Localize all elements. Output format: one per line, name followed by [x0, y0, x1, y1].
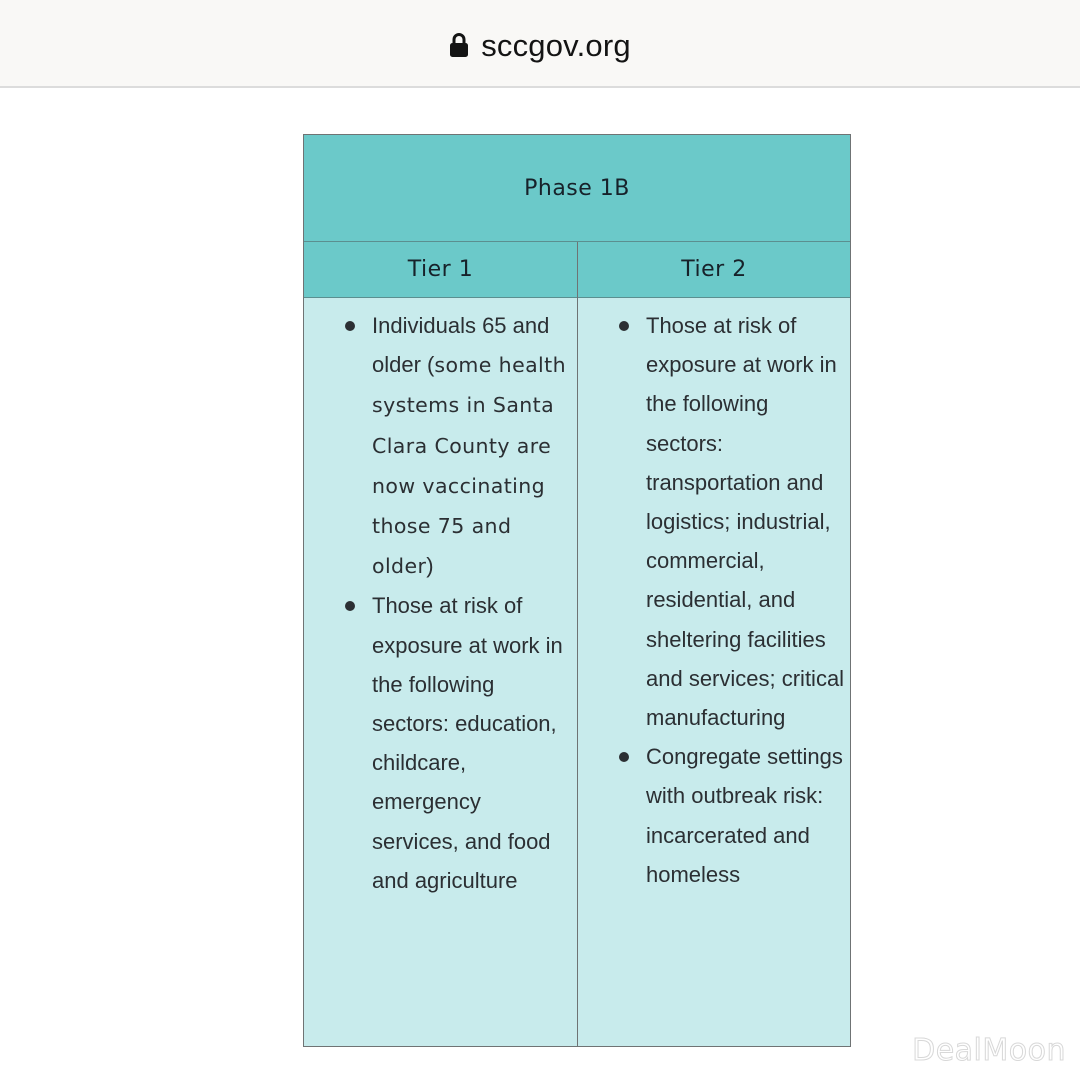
list-item-text: Congregate settings with outbreak risk: incarcerated and homeless [646, 744, 843, 887]
address-domain: sccgov.org [481, 28, 631, 63]
bullet-icon [619, 321, 629, 331]
list-item [372, 586, 572, 900]
tier-1-cell [304, 298, 577, 1044]
list-item [646, 306, 846, 737]
list-item-text: Those at risk of exposure at work in the following sectors: transportation and logistics; industrial, commercial, residential, and sheltering facilities and services; critical manufacturing [646, 313, 845, 731]
list-item-emphasis: some health systems in Santa Clara County are now vaccinating those 75 and older [372, 353, 566, 579]
dealmoon-watermark: DealMoon [912, 1033, 1066, 1068]
tier-1-list [372, 306, 572, 900]
list-item [646, 737, 846, 894]
bullet-icon [619, 752, 629, 762]
bullet-icon [345, 321, 355, 331]
list-item-tail: ) [426, 553, 434, 579]
list-item-text: Those at risk of exposure at work in the following sectors: education, childcare, emergency services, and food and agriculture [372, 593, 563, 893]
tier-2-list [646, 306, 846, 894]
lock-icon [449, 32, 469, 58]
phase-header: Phase 1B [304, 135, 850, 242]
phase-table [303, 134, 851, 1047]
tier-2-header: Tier 2 [681, 257, 747, 282]
tier-2-cell [578, 298, 850, 1044]
address-bar-content[interactable] [0, 24, 1080, 68]
bullet-icon [345, 601, 355, 611]
list-item-text: Individuals 65 and older ( [372, 313, 550, 378]
browser-address-bar[interactable] [0, 0, 1080, 88]
list-item [372, 306, 572, 586]
tier-1-header: Tier 1 [407, 257, 474, 282]
